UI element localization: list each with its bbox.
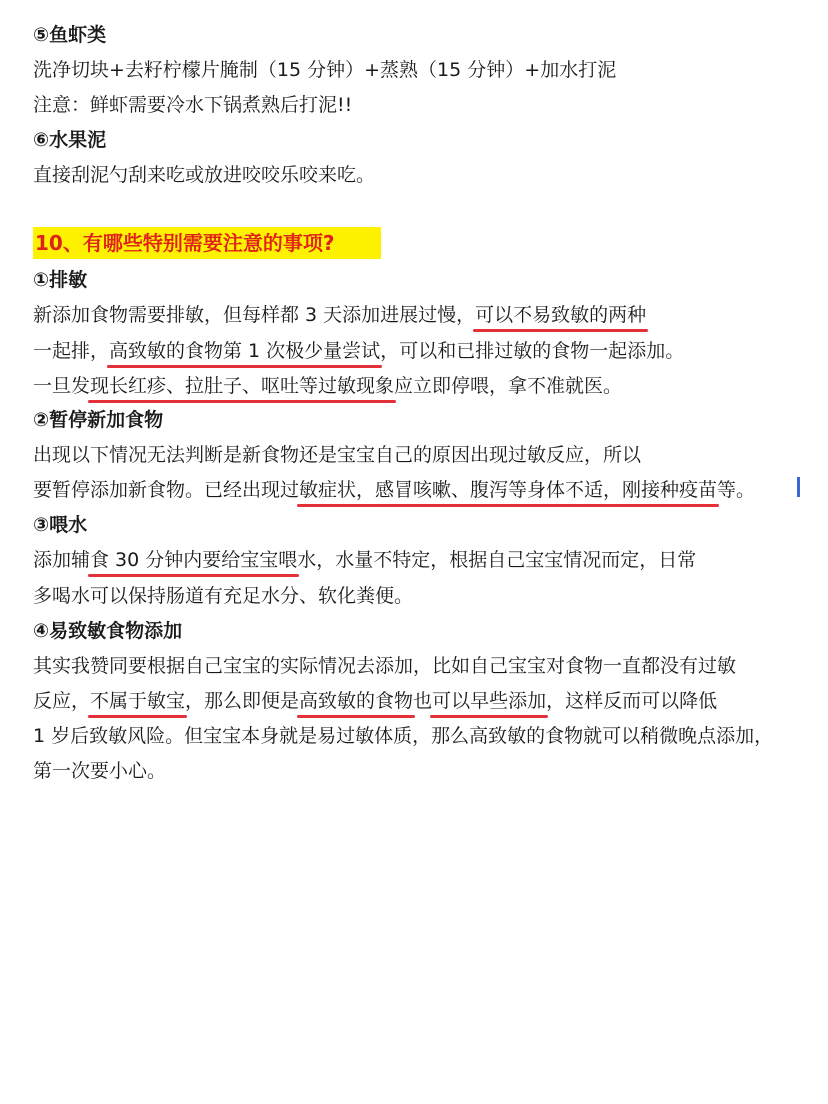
text-segment: 也 [413,690,433,712]
text-segment: 应立即停喂，拿不准就医。 [394,375,623,397]
allergy-line-3 [33,373,622,399]
water-line-2: 多喝水可以保持肠道有充足水分、软化粪便。 [33,585,414,607]
highlighted-phrase: 食 30 分钟内要给宝宝喂 [90,549,298,571]
text-segment: 一起排， [33,340,110,362]
heading-pause-new-food: ②暂停新加食物 [33,409,164,431]
allergen-line-4: 第一次要小心。 [33,760,167,782]
fish-shrimp-step: 洗净切块+去籽柠檬片腌制（15 分钟）+蒸熟（15 分钟）+加水打泥 [33,59,617,81]
text-segment: ，这样反而可以降低 [546,690,718,712]
heading-fruit-puree: ⑥水果泥 [33,129,107,151]
pause-line-1: 出现以下情况无法判断是新食物还是宝宝自己的原因出现过敏反应，所以 [33,444,642,466]
highlighted-phrase: 可以早些添加 [432,690,547,712]
allergen-line-2 [33,688,717,714]
highlighted-phrase: 现长红疹、拉肚子、呕吐等过敏现象 [90,375,395,397]
highlighted-phrase: 敏症状，感冒咳嗽、腹泻等身体不适，刚接种疫苗 [299,479,718,501]
text-segment: 添加辅 [33,549,91,571]
fish-shrimp-note: 注意：鲜虾需要冷水下锅煮熟后打泥!! [33,94,353,116]
text-segment: ，那么即便是 [185,690,300,712]
heading-allergy-test: ①排敏 [33,269,88,291]
allergy-line-1 [33,302,646,328]
text-segment: ，可以和已排过敏的食物一起添加。 [380,340,685,362]
text-segment: 等。 [717,479,756,501]
pause-line-2 [33,477,755,503]
highlighted-phrase: 可以不易致敏的两种 [475,304,647,326]
allergen-line-3: 1 岁后致敏风险。但宝宝本身就是易过敏体质，那么高致敏的食物就可以稍微晚点添加， [33,725,774,747]
section-title-10: 10、有哪些特别需要注意的事项? [33,227,381,259]
text-segment: 一旦发 [33,375,91,397]
highlighted-phrase: 不属于敏宝 [90,690,186,712]
text-segment: 水，水量不特定，根据自己宝宝情况而定，日常 [297,549,697,571]
fruit-puree-text: 直接刮泥勺刮来吃或放进咬咬乐咬来吃。 [33,164,376,186]
text-segment: 反应， [33,690,91,712]
highlighted-phrase: 高致敏的食物 [299,690,414,712]
allergy-line-2 [33,338,684,364]
highlighted-phrase: 高致敏的食物第 1 次极少量尝试 [109,340,381,362]
heading-fish-shrimp: ⑤鱼虾类 [33,24,107,46]
water-line-1 [33,547,696,573]
heading-allergen-food: ④易致敏食物添加 [33,620,183,642]
heading-water: ③喂水 [33,514,88,536]
allergen-line-1: 其实我赞同要根据自己宝宝的实际情况去添加，比如自己宝宝对食物一直都没有过敏 [33,655,737,677]
text-segment: 要暂停添加新食物。已经出现过 [33,479,300,501]
text-segment: 新添加食物需要排敏，但每样都 3 天添加进展过慢， [33,304,476,326]
text-cursor [797,477,800,497]
